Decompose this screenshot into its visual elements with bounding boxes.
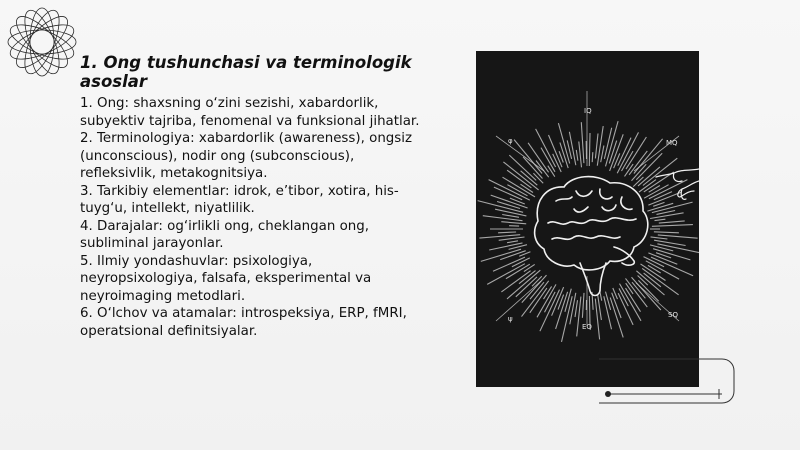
ray-line	[654, 240, 686, 245]
ray-line	[650, 213, 684, 219]
ray-line	[569, 132, 575, 165]
radiating-lines	[478, 121, 699, 342]
label-mq: MQ	[666, 139, 678, 147]
ray-line	[506, 264, 530, 279]
label-eq: EQ	[582, 323, 592, 331]
ray-line	[502, 215, 519, 218]
brain-icon	[535, 177, 648, 296]
ray-line	[601, 146, 604, 163]
ray-line	[479, 235, 520, 238]
list-item: 1. Ong: shaxsning o‘zini sezishi, xabardorlik, subyektiv tajriba, fenomenal va funksional jihatlar.	[80, 96, 420, 129]
ray-line	[654, 192, 672, 200]
brain-illustration	[476, 51, 699, 387]
ray-line	[570, 293, 576, 325]
ray-line	[626, 288, 641, 312]
ray-line	[655, 219, 666, 220]
ray-line	[536, 129, 556, 167]
label-sq: SQ	[668, 311, 678, 319]
ray-line	[575, 300, 578, 317]
ray-line	[565, 289, 571, 312]
ray-line	[495, 209, 526, 216]
ray-line	[487, 264, 525, 285]
ray-line	[524, 264, 535, 271]
ray-line	[658, 235, 698, 238]
ray-line	[604, 128, 611, 159]
ray-line	[541, 148, 555, 172]
ray-line	[491, 195, 528, 208]
rosette-decoration-icon	[4, 4, 80, 80]
list-item: 5. Ilmiy yondashuvlar: psixologiya, neyropsixologiya, falsafa, eksperimental va neyroimaging metodlari.	[80, 253, 372, 304]
ray-line	[638, 280, 658, 301]
ray-line	[544, 286, 552, 299]
list-item: 3. Tarkibiy elementlar: idrok, e’tibor, xotira, his-tuyg‘u, intellekt, niyatlilik.	[80, 183, 399, 216]
ray-line	[595, 134, 598, 159]
ray-line	[651, 257, 693, 276]
ray-line	[644, 185, 669, 199]
ray-line	[618, 293, 633, 325]
ray-line	[648, 265, 661, 273]
list-item: 6. O‘lchov va atamalar: introspeksiya, ERP, fMRI, operatsional definitsiyalar.	[80, 306, 407, 339]
ray-line	[549, 135, 563, 167]
ray-line	[649, 186, 660, 193]
ray-line	[614, 153, 620, 168]
ray-line	[507, 241, 518, 243]
ray-line	[652, 225, 693, 227]
ray-line	[581, 122, 584, 163]
ray-line	[651, 237, 668, 239]
label-phi: φ	[508, 137, 513, 145]
ray-line	[592, 152, 593, 162]
ray-line	[579, 142, 582, 168]
ray-line	[589, 133, 590, 166]
ray-line	[493, 257, 525, 271]
content-list	[80, 95, 425, 340]
label-psi: ψ	[508, 315, 513, 323]
ray-line	[609, 141, 616, 164]
ray-line	[548, 166, 555, 177]
slider-decoration-icon	[598, 358, 736, 404]
ray-line	[498, 232, 516, 233]
ray-line	[626, 283, 633, 294]
slide-title: 1. Ong tushunchasi va terminologik asoslar	[80, 53, 412, 91]
ray-line	[497, 202, 520, 209]
ray-line	[597, 126, 603, 166]
ray-line	[501, 222, 526, 224]
ray-line	[650, 245, 673, 251]
ray-line	[582, 293, 584, 318]
ray-line	[648, 192, 681, 205]
ray-line	[576, 150, 578, 161]
list-item: 4. Darajalar: og‘irlikli ong, cheklangan ong, subliminal jarayonlar.	[80, 218, 370, 251]
ray-line	[489, 243, 522, 250]
label-iq: IQ	[584, 107, 592, 115]
ray-line	[499, 237, 525, 240]
ray-line	[659, 221, 685, 223]
ray-line	[521, 184, 534, 192]
list-item: 2. Terminologiya: xabardorlik (awareness), ongsiz (unconscious), nodir ong (subconscious), refleksivlik, metakognitsiya.	[80, 131, 413, 181]
ray-line	[654, 232, 679, 233]
ray-line	[530, 288, 547, 313]
